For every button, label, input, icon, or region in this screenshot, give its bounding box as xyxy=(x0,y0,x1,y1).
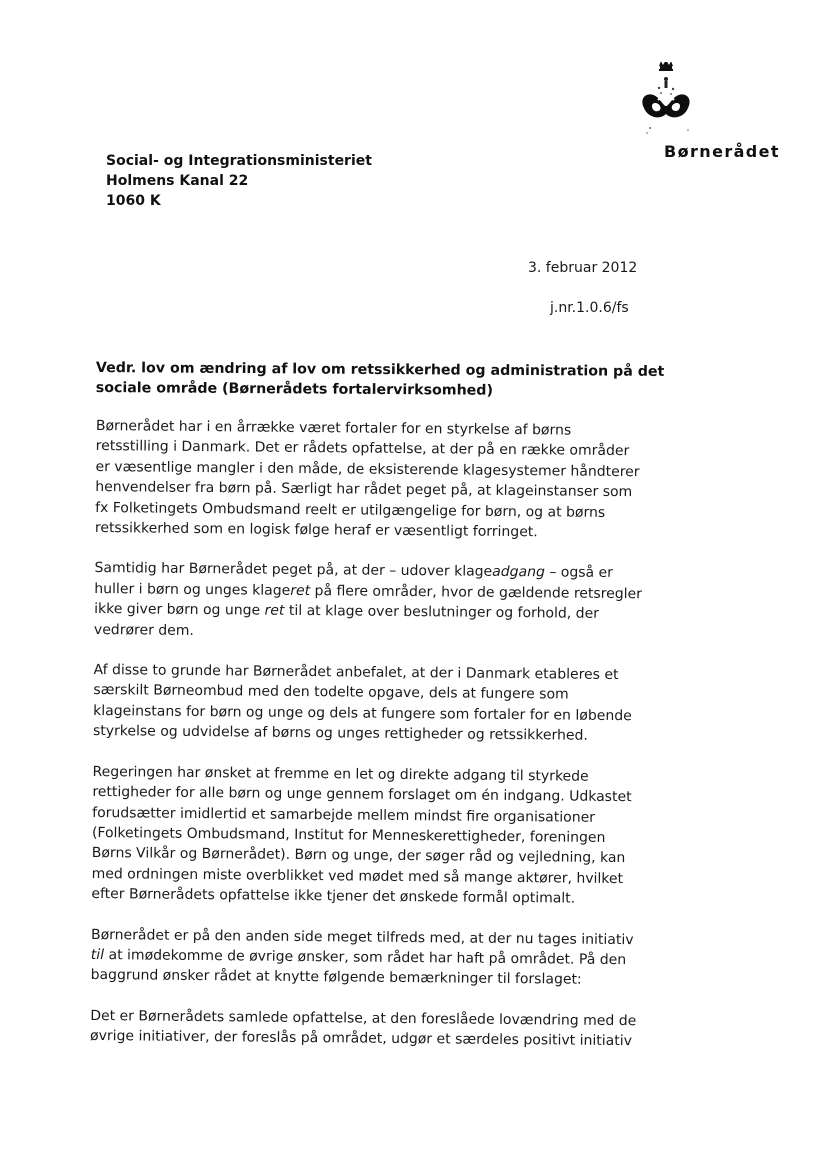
text-line: Regeringen har ønsket at fremme en let og direkte adgang til styrkede xyxy=(92,763,589,785)
text-segment: til at klage over beslutninger og forhold, der xyxy=(284,603,600,623)
letter-body xyxy=(89,416,643,1072)
paragraph xyxy=(91,925,632,991)
subject-heading xyxy=(95,358,665,402)
text-line: Det er Børnerådets samlede opfattelse, at den foreslåede lovændring med de xyxy=(90,1007,637,1029)
text-line: Af disse to grunde har Børnerådet anbefalet, at der i Danmark etableres et xyxy=(93,662,619,684)
text-line: vedrører dem. xyxy=(93,621,194,639)
text-line: styrkelse og udvidelse af børns og unges rettigheder og retssikkerhed. xyxy=(92,723,588,745)
text-line: (Folketingets Ombudsmand, Institut for Menneskerettigheder, foreningen xyxy=(91,824,606,846)
text-line: retsstilling i Danmark. Det er rådets opfattelse, at der på en række områder xyxy=(95,438,630,460)
text-segment: at imødekomme de øvrige ønsker, som rådet har haft på området. På den xyxy=(104,947,627,969)
paragraph xyxy=(93,558,643,645)
emphasis-text: ret xyxy=(264,602,285,620)
text-line: er væsentlige mangler i den måde, de eksisterende klagesystemer håndterer xyxy=(95,458,640,481)
text-line: retssikkerhed som en logisk følge heraf er væsentligt forringet. xyxy=(94,520,538,541)
letter-date: 3. februar 2012 xyxy=(528,260,638,276)
text-line: forudsætter imidlertid et samarbejde mellem mindst fire organisationer xyxy=(92,804,596,826)
text-line: Børns Vilkår og Børnerådet). Børn og unge, der søger råd og vejledning, kan xyxy=(91,845,626,867)
text-line: efter Børnerådets opfattelse ikke tjener det ønskede formål optimalt. xyxy=(91,886,576,907)
paragraph xyxy=(94,416,640,544)
text-line: Børnerådet er på den anden side meget tilfreds med, at der nu tages initiativ xyxy=(90,926,634,948)
subject-line: Vedr. lov om ændring af lov om retssikkerhed og administration på det xyxy=(95,359,665,380)
recipient-address xyxy=(106,151,372,211)
emphasis-text: ret xyxy=(290,582,311,599)
text-line: rettigheder for alle børn og unge gennem forslaget om én indgang. Udkastet xyxy=(92,784,632,806)
text-line: Børnerådet har i en årrække været fortaler for en styrkelse af børns xyxy=(95,417,572,439)
text-segment: Samtidig har Børnerådet peget på, at der – udover klage xyxy=(94,560,493,581)
text-segment: på flere områder, hvor de gældende retsregler xyxy=(310,582,643,603)
recipient-street: Holmens Kanal 22 xyxy=(106,173,249,189)
text-segment: ikke giver børn og unge xyxy=(94,601,265,619)
text-segment: huller i børn og unges klage xyxy=(94,580,291,599)
recipient-name: Social- og Integrationsministeriet xyxy=(106,153,372,169)
text-line: fx Folketingets Ombudsmand reelt er utilgængelige for børn, og at børns xyxy=(95,499,606,521)
text-segment: – også er xyxy=(544,564,614,582)
paragraph xyxy=(89,1006,637,1052)
text-line: særskilt Børneombud med den todelte opgave, dels at fungere som xyxy=(93,682,569,704)
emphasis-text: til xyxy=(90,946,105,964)
paragraph xyxy=(91,762,632,910)
text-line: med ordningen miste overblikket ved mødet med så mange aktører, hvilket xyxy=(91,865,624,887)
text-line: henvendelser fra børn på. Særligt har rådet peget på, at klageinstanser som xyxy=(95,479,633,501)
crown-emblem-logo xyxy=(628,62,708,142)
paragraph xyxy=(93,660,634,747)
subject-line: sociale område (Børnerådets fortalervirksomhed) xyxy=(95,379,494,399)
recipient-postcode: 1060 K xyxy=(106,193,161,209)
text-line: baggrund ønsker rådet at knytte følgende bemærkninger til forslaget: xyxy=(90,967,582,989)
journal-number: j.nr.1.0.6/fs xyxy=(550,300,629,316)
organization-name: Børnerådet xyxy=(664,142,780,161)
emphasis-text: adgang xyxy=(492,564,545,581)
text-line: øvrige initiativer, der foreslås på området, udgør et særdeles positivt initiativ xyxy=(89,1028,632,1050)
text-line: klageinstans for børn og unge og dels at fungere som fortaler for en løbende xyxy=(93,702,632,725)
